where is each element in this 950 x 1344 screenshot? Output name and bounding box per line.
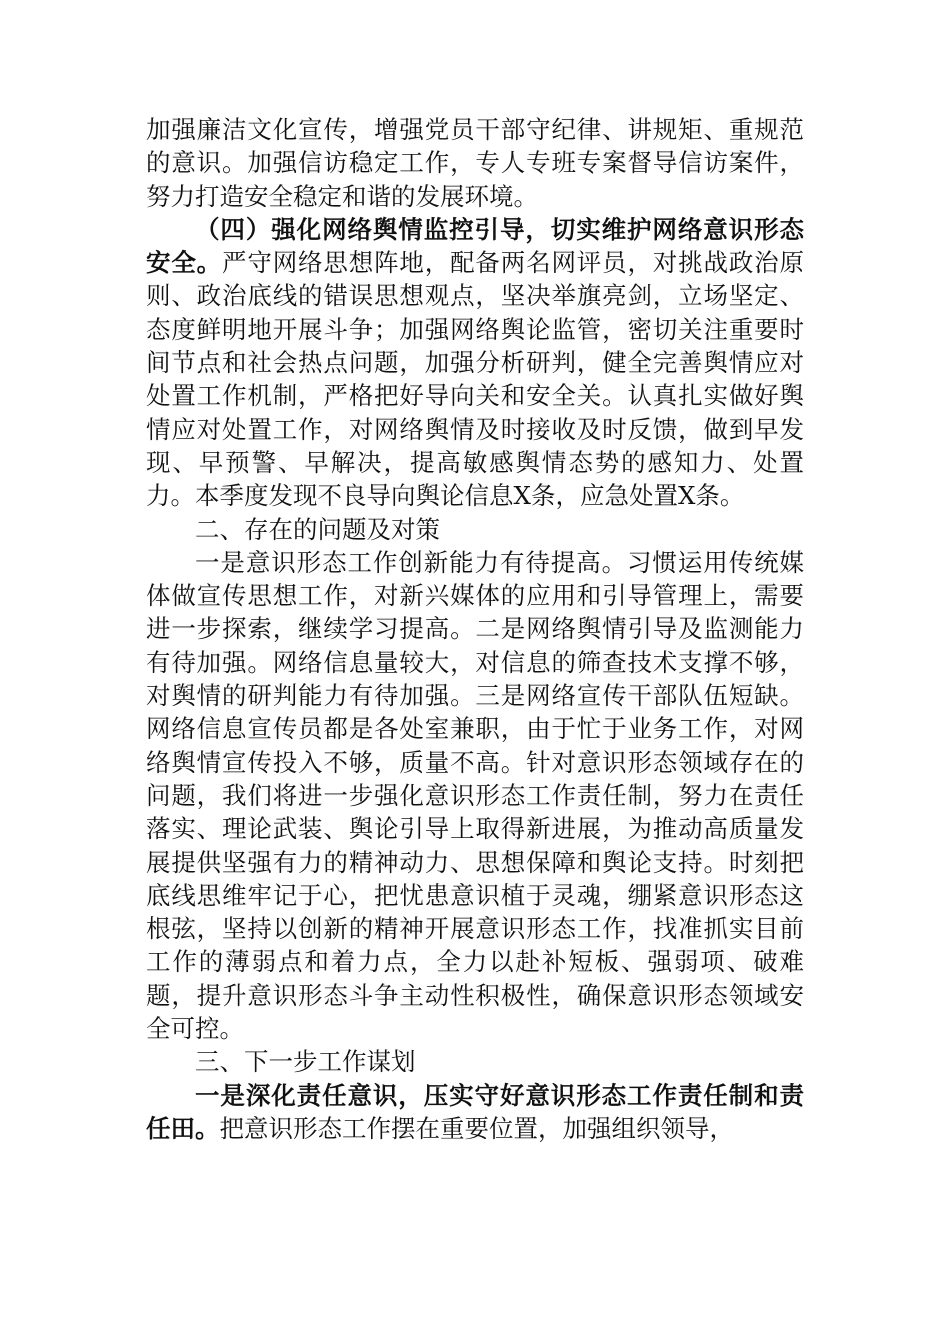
paragraph-text: 一是意识形态工作创新能力有待提高。习惯运用传统媒体做宣传思想工作，对新兴媒体的应用和引导管理上，需要进一步探索，继续学习提高。二是网络舆情引导及监测能力有待加强。网络信息量较大，对信息的筛查技术支撑不够，对舆情的研判能力有待加强。三是网络宣传干部队伍短缺。网络信息宣传员都是各处室兼职，由于忙于业务工作，对网络舆情宣传投入不够，质量不高。针对意识形态领域存在的问题，我们将进一步强化意识形态工作责任制，努力在责任落实、理论武装、舆论引导上取得新进展，为推动高质量发展提供坚强有力的精神动力、思想保障和舆论支持。时刻把底线思维牢记于心，把忧患意识植于灵魂，绷紧意识形态这根弦，坚持以创新的精神开展意识形态工作，找准抓实目前工作的薄弱点和着力点，全力以赴补短板、强弱项、破难题，提升意识形态斗争主动性积极性，确保意识形态领域安全可控。 (146, 547, 804, 1044)
paragraph-lead-bold: 一是深化责任意识，压实守好意识形态工作责任制和责任田。 (146, 1080, 804, 1143)
section-heading-problems: 二、存在的问题及对策 (195, 514, 440, 544)
document-page (146, 113, 804, 1145)
paragraph-problems (146, 546, 804, 1045)
paragraph-text: 严守网络思想阵地，配备两名网评员，对挑战政治原则、政治底线的错误思想观点，坚决举旗亮剑，立场坚定、态度鲜明地开展斗争；加强网络舆论监管，密切关注重要时间节点和社会热点问题，加强分析研判，健全完善舆情应对处置工作机制，严格把好导向关和安全关。认真扎实做好舆情应对处置工作，对网络舆情及时接收及时反馈，做到早发现、早预警、早解决，提高敏感舆情态势的感知力、处置力。本季度发现不良导向舆论信息X条，应急处置X条。 (146, 248, 805, 511)
section-heading-next-steps: 三、下一步工作谋划 (195, 1047, 416, 1077)
paragraph-responsibility (146, 1079, 804, 1146)
paragraph-lead-bold: （四）强化网络舆情监控引导，切实维护网络意识形态安全。 (146, 214, 804, 278)
paragraph-text: 把意识形态工作摆在重要位置，加强组织领导， (219, 1113, 734, 1143)
paragraph-network-opinion (146, 213, 804, 513)
paragraph-text: 加强廉洁文化宣传，增强党员干部守纪律、讲规矩、重规范的意识。加强信访稳定工作，专人专班专案督导信访案件，努力打造安全稳定和谐的发展环境。 (146, 115, 804, 211)
paragraph-integrity-culture (146, 113, 804, 213)
